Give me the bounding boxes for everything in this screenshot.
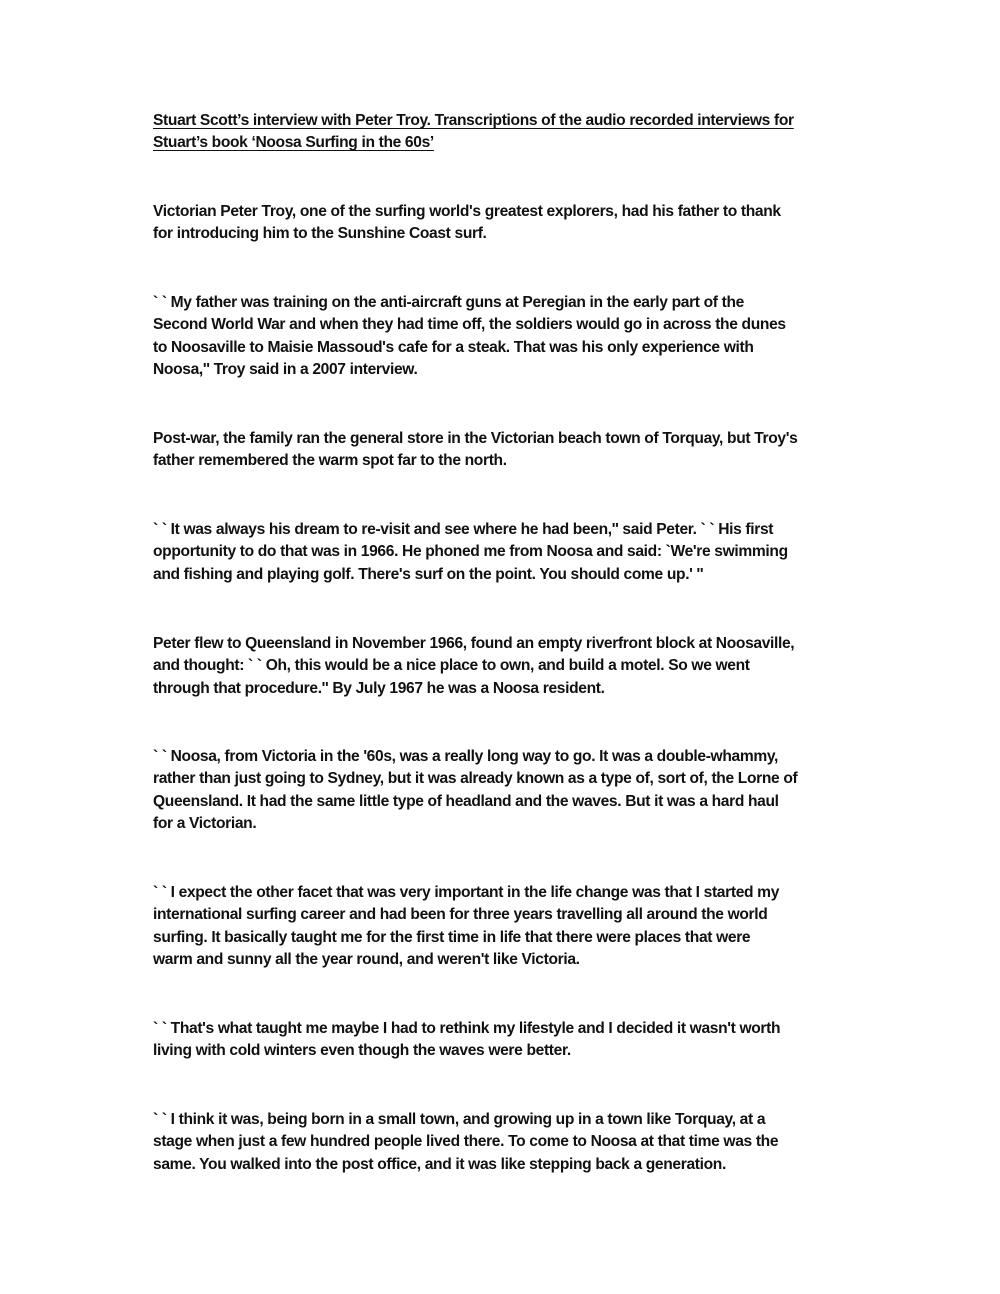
text-line: to Noosaville to Maisie Massoud's cafe for a steak. That was his only experience with [153,338,754,356]
text-line: ` ` That's what taught me maybe I had to rethink my lifestyle and I decided it wasn't worth [153,1020,781,1037]
document-title [153,110,853,155]
text-line: stage when just a few hundred people lived there. To come to Noosa at that time was the [153,1133,779,1151]
text-line: warm and sunny all the year round, and weren't like Victoria. [153,951,580,969]
title-line: Stuart’s book ‘Noosa Surfing in the 60s’ [153,134,434,152]
text-line: rather than just going to Sydney, but it was already known as a type of, sort of, the Lorne of [153,770,798,788]
paragraph-post-war [153,428,853,473]
paragraph-quote-dream [153,519,853,586]
text-line: international surfing career and had been for three years travelling all around the world [153,906,768,924]
paragraph-intro [153,201,853,246]
paragraph-quote-rethink [153,1018,853,1063]
text-line: Noosa,'' Troy said in a 2007 interview. [153,361,418,379]
text-line: through that procedure.'' By July 1967 he was a Noosa resident. [153,679,605,697]
paragraph-quote-small-town [153,1109,853,1176]
text-line: surfing. It basically taught me for the first time in life that there were places that were [153,928,751,946]
text-line: Second World War and when they had time off, the soldiers would go in across the dunes [153,316,786,334]
text-line: ` ` It was always his dream to re-visit and see where he had been,'' said Peter. ` ` His first [153,521,774,538]
text-line: for introducing him to the Sunshine Coast surf. [153,225,487,243]
text-line: same. You walked into the post office, and it was like stepping back a generation. [153,1155,726,1173]
paragraph-quote-long-way [153,746,853,836]
text-line: Queensland. It had the same little type of headland and the waves. But it was a hard haul [153,792,779,810]
title-line: Stuart Scott’s interview with Peter Troy. Transcriptions of the audio recorded interviews for [153,112,794,129]
text-line: and fishing and playing golf. There's surf on the point. You should come up.' '' [153,565,704,583]
text-line: ` ` I expect the other facet that was very important in the life change was that I started my [153,884,780,901]
text-line: father remembered the warm spot far to the north. [153,452,507,470]
text-line: Post-war, the family ran the general store in the Victorian beach town of Torquay, but Troy's [153,430,798,447]
paragraph-quote-father-training [153,292,853,382]
text-line: for a Victorian. [153,815,257,833]
text-line: ` ` I think it was, being born in a small town, and growing up in a town like Torquay, at a [153,1111,766,1128]
paragraph-flew-to-queensland [153,633,853,700]
text-line: opportunity to do that was in 1966. He phoned me from Noosa and said: `We're swimming [153,543,788,561]
text-line: ` ` Noosa, from Victoria in the '60s, was a really long way to go. It was a double-whammy, [153,748,778,765]
paragraph-quote-life-change [153,882,853,972]
text-line: Victorian Peter Troy, one of the surfing world's greatest explorers, had his father to thank [153,203,781,220]
text-line: living with cold winters even though the waves were better. [153,1042,571,1060]
text-line: and thought: ` ` Oh, this would be a nice place to own, and build a motel. So we went [153,657,750,675]
text-line: ` ` My father was training on the anti-aircraft guns at Peregian in the early part of the [153,294,744,311]
text-line: Peter flew to Queensland in November 1966, found an empty riverfront block at Noosaville, [153,635,795,652]
